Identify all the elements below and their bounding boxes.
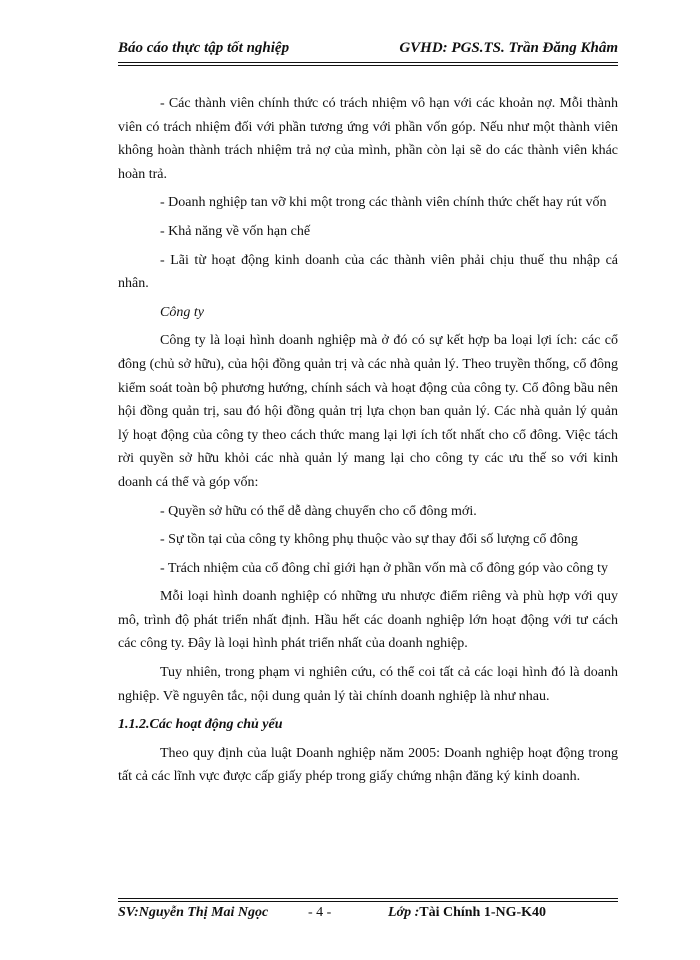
footer-rule — [118, 898, 618, 899]
paragraph-capital-limit: - Khả năng về vốn hạn chế — [160, 223, 311, 239]
paragraph-ownership-transfer: - Quyền sở hữu có thể dễ dàng chuyển cho cổ đông mới. — [160, 503, 477, 519]
section-heading-main-activities: 1.1.2.Các hoạt động chủ yếu — [118, 717, 283, 733]
document-body — [118, 92, 618, 794]
header-rule — [118, 62, 618, 63]
paragraph-income-tax: - Lãi từ hoạt động kinh doanh của các thành viên phải chịu thuế thu nhập cá nhân. — [118, 252, 618, 292]
paragraph-partner-liability: - Các thành viên chính thức có trách nhiệm vô hạn với các khoản nợ. Mỗi thành viên có trách nhiệm đối với phần tương ứng với phần vốn góp. Nếu như một thành viên không hoàn thành trách nhiệm trả nợ của mình, phần còn lại sẽ do các thành viên khác hoàn trả. — [118, 96, 618, 182]
subheading-company: Công ty — [160, 304, 204, 320]
header-supervisor: GVHD: PGS.TS. Trần Đăng Khâm — [399, 40, 618, 56]
paragraph-business-types: Mỗi loại hình doanh nghiệp có những ưu nhược điểm riêng và phù hợp với quy mô, trình độ phát triển nhất định. Hầu hết các doanh nghiệp lớn hoạt động với tư cách các công ty. Đây là loại hình phát triển nhất của doanh nghiệp. — [118, 589, 618, 652]
footer-student-name: SV:Nguyễn Thị Mai Ngọc — [118, 905, 269, 920]
page-footer — [118, 905, 618, 929]
paragraph-limited-liability: - Trách nhiệm của cổ đông chỉ giới hạn ở phần vốn mà cổ đông góp vào công ty — [160, 560, 608, 576]
paragraph-dissolution: - Doanh nghiệp tan vỡ khi một trong các thành viên chính thức chết hay rút vốn — [160, 195, 607, 211]
footer-class-label: Lớp : — [388, 905, 420, 920]
paragraph-scope: Tuy nhiên, trong phạm vi nghiên cứu, có thể coi tất cả các loại hình đó là doanh nghiệp. Về nguyên tắc, nội dung quản lý tài chính doanh nghiệp là như nhau. — [118, 665, 618, 704]
header-rule-double — [118, 65, 618, 66]
footer-class-value: Tài Chính 1-NG-K40 — [419, 905, 547, 920]
paragraph-company-definition: Công ty là loại hình doanh nghiệp mà ở đó có sự kết hợp ba loại lợi ích: các cổ đông (chủ sở hữu), của hội đồng quản trị và các nhà quản lý. Theo truyền thống, cổ đông kiểm soát toàn bộ phương hướng, chính sách và hoạt động của công ty. Cổ đông bầu nên hội đồng quản trị, sau đó hội đồng quản trị lựa chọn ban quản lý. Các nhà quản lý quản lý hoạt động của công ty theo cách thức mang lại lợi ích tốt nhất cho cổ đông. Việc tách rời quyền sở hữu khỏi các nhà quản lý mang lại cho công ty các ưu thế so với kinh doanh cá thể và góp vốn: — [118, 333, 618, 490]
header-report-title: Báo cáo thực tập tốt nghiệp — [118, 40, 290, 56]
paragraph-enterprise-law: Theo quy định của luật Doanh nghiệp năm 2005: Doanh nghiệp hoạt động trong tất cả các lĩnh vực được cấp giấy phép trong giấy chứng nhận đăng ký kinh doanh. — [118, 745, 618, 785]
footer-page-number: - 4 - — [308, 905, 332, 920]
paragraph-existence: - Sự tồn tại của công ty không phụ thuộc vào sự thay đổi số lượng cổ đông — [160, 532, 578, 548]
page-header — [118, 36, 618, 60]
footer-class — [388, 905, 546, 921]
footer-rule-double — [118, 901, 618, 902]
